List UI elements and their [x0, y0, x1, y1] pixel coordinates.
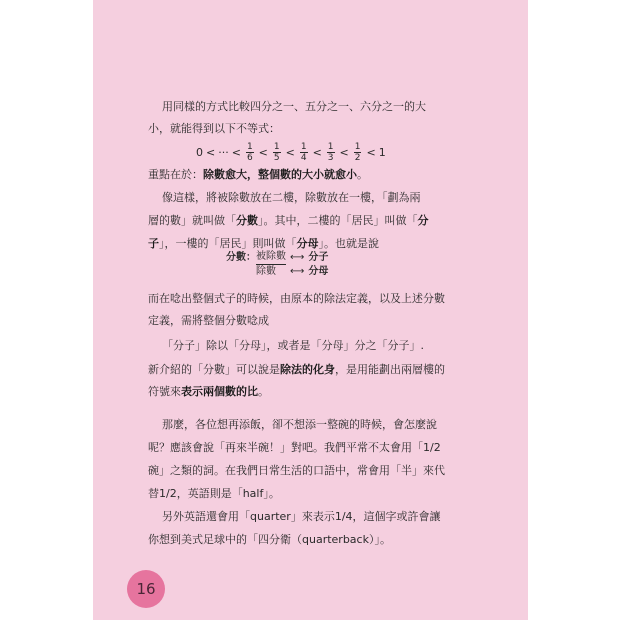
lt-sign: < [206, 145, 216, 159]
text: 。 [258, 385, 269, 398]
frac-den: 2 [354, 152, 361, 163]
key-bold: 除數愈大，整個數的大小就愈小 [203, 168, 357, 181]
key-point [148, 163, 450, 186]
def-divisor: 除數 [256, 266, 276, 277]
lt-sign: < [285, 145, 295, 159]
frac-num: 1 [273, 141, 280, 152]
one: 1 [378, 145, 386, 159]
def-row-bottom [226, 265, 328, 279]
text: 」，一樓的「居民」則叫做「 [159, 237, 297, 250]
paragraph-2-line-1: 像這樣，將被除數放在二樓，除數放在一樓，「劃為兩 [162, 191, 421, 204]
text: ，是用能劃出兩層樓的 [335, 363, 445, 376]
paragraph-1-line-1: 用同樣的方式比較四分之一、五分之一、六分之一的大 [162, 100, 426, 113]
page-number-badge [127, 570, 165, 608]
frac-den: 4 [300, 152, 307, 163]
text: 新介紹的「分數」可以說是 [148, 363, 280, 376]
key-prefix: 重點在於： [148, 168, 203, 181]
paragraph-5-line-2: 呢？應該會說「再來半碗！」對吧。我們平常不太會用「1/2 [148, 441, 441, 454]
paragraph-5-line-3: 碗」之類的詞。在我們日常生活的口語中，常會用「半」來代 [148, 464, 445, 477]
def-numerator: 分子 [308, 251, 329, 263]
fraction-1-2 [354, 142, 362, 163]
text: 」。也就是說 [318, 237, 379, 250]
paragraph-5-line-1: 那麼，各位想再添飯，卻不想添一整碗的時候，會怎麼說 [162, 418, 437, 431]
key-suffix: 。 [357, 168, 368, 181]
emphasis: 表示兩個數的比 [181, 385, 258, 398]
ellipsis: ··· [218, 145, 229, 159]
emphasis: 除法的化身 [280, 363, 335, 376]
lt-sign: < [366, 145, 376, 159]
def-denominator: 分母 [308, 266, 329, 277]
page-number: 16 [136, 580, 156, 598]
zero: 0 [196, 145, 203, 159]
def-row-top [226, 250, 328, 265]
paragraph-3-line-2: 定義，需將整個分數唸成 [148, 314, 269, 327]
arrow-icon: ⟷ [290, 251, 305, 263]
paragraph-4-line-2 [148, 380, 450, 403]
frac-den: 3 [327, 152, 334, 163]
lt-sign: < [258, 145, 268, 159]
fraction-1-6 [246, 142, 254, 163]
fraction-1-4 [300, 142, 308, 163]
text: 層的數」就叫做「 [148, 214, 236, 227]
term-fraction: 分數 [236, 214, 258, 227]
def-label: 分數： [226, 251, 256, 263]
fraction-definition [226, 250, 328, 279]
paragraph-6-line-2: 你想到美式足球中的「四分衛（quarterback）」。 [148, 533, 391, 546]
paragraph-1-line-2: 小，就能得到以下不等式： [148, 122, 280, 135]
text: 符號來 [148, 385, 181, 398]
fraction-1-3 [327, 142, 335, 163]
lt-sign: < [312, 145, 322, 159]
frac-num: 1 [300, 141, 307, 152]
def-dividend: 被除數 [256, 250, 286, 265]
term-denominator: 分母 [296, 237, 319, 250]
term-numerator-part: 子 [148, 237, 159, 250]
frac-den: 5 [273, 152, 280, 163]
arrow-icon: ⟷ [290, 266, 305, 277]
paragraph-2-line-2 [148, 209, 450, 232]
reading-rule: 「分子」除以「分母」，或者是「分母」分之「分子」. [162, 339, 424, 352]
paragraph-4-line-1 [148, 358, 450, 381]
frac-num: 1 [354, 141, 361, 152]
paragraph-5-line-4: 替1/2，英語則是「half」。 [148, 487, 280, 500]
paragraph-6-line-1: 另外英語還會用「quarter」來表示1/4，這個字或許會讓 [162, 510, 441, 523]
lt-sign: < [339, 145, 349, 159]
fraction-1-5 [273, 142, 281, 163]
paragraph-3-line-1: 而在唸出整個式子的時候，由原本的除法定義，以及上述分數 [148, 292, 445, 305]
frac-num: 1 [327, 141, 334, 152]
frac-den: 6 [246, 152, 253, 163]
lt-sign: < [231, 145, 241, 159]
text: 」。其中，二樓的「居民」叫做「 [258, 214, 418, 227]
term-numerator-part: 分 [417, 214, 429, 227]
frac-num: 1 [246, 141, 253, 152]
